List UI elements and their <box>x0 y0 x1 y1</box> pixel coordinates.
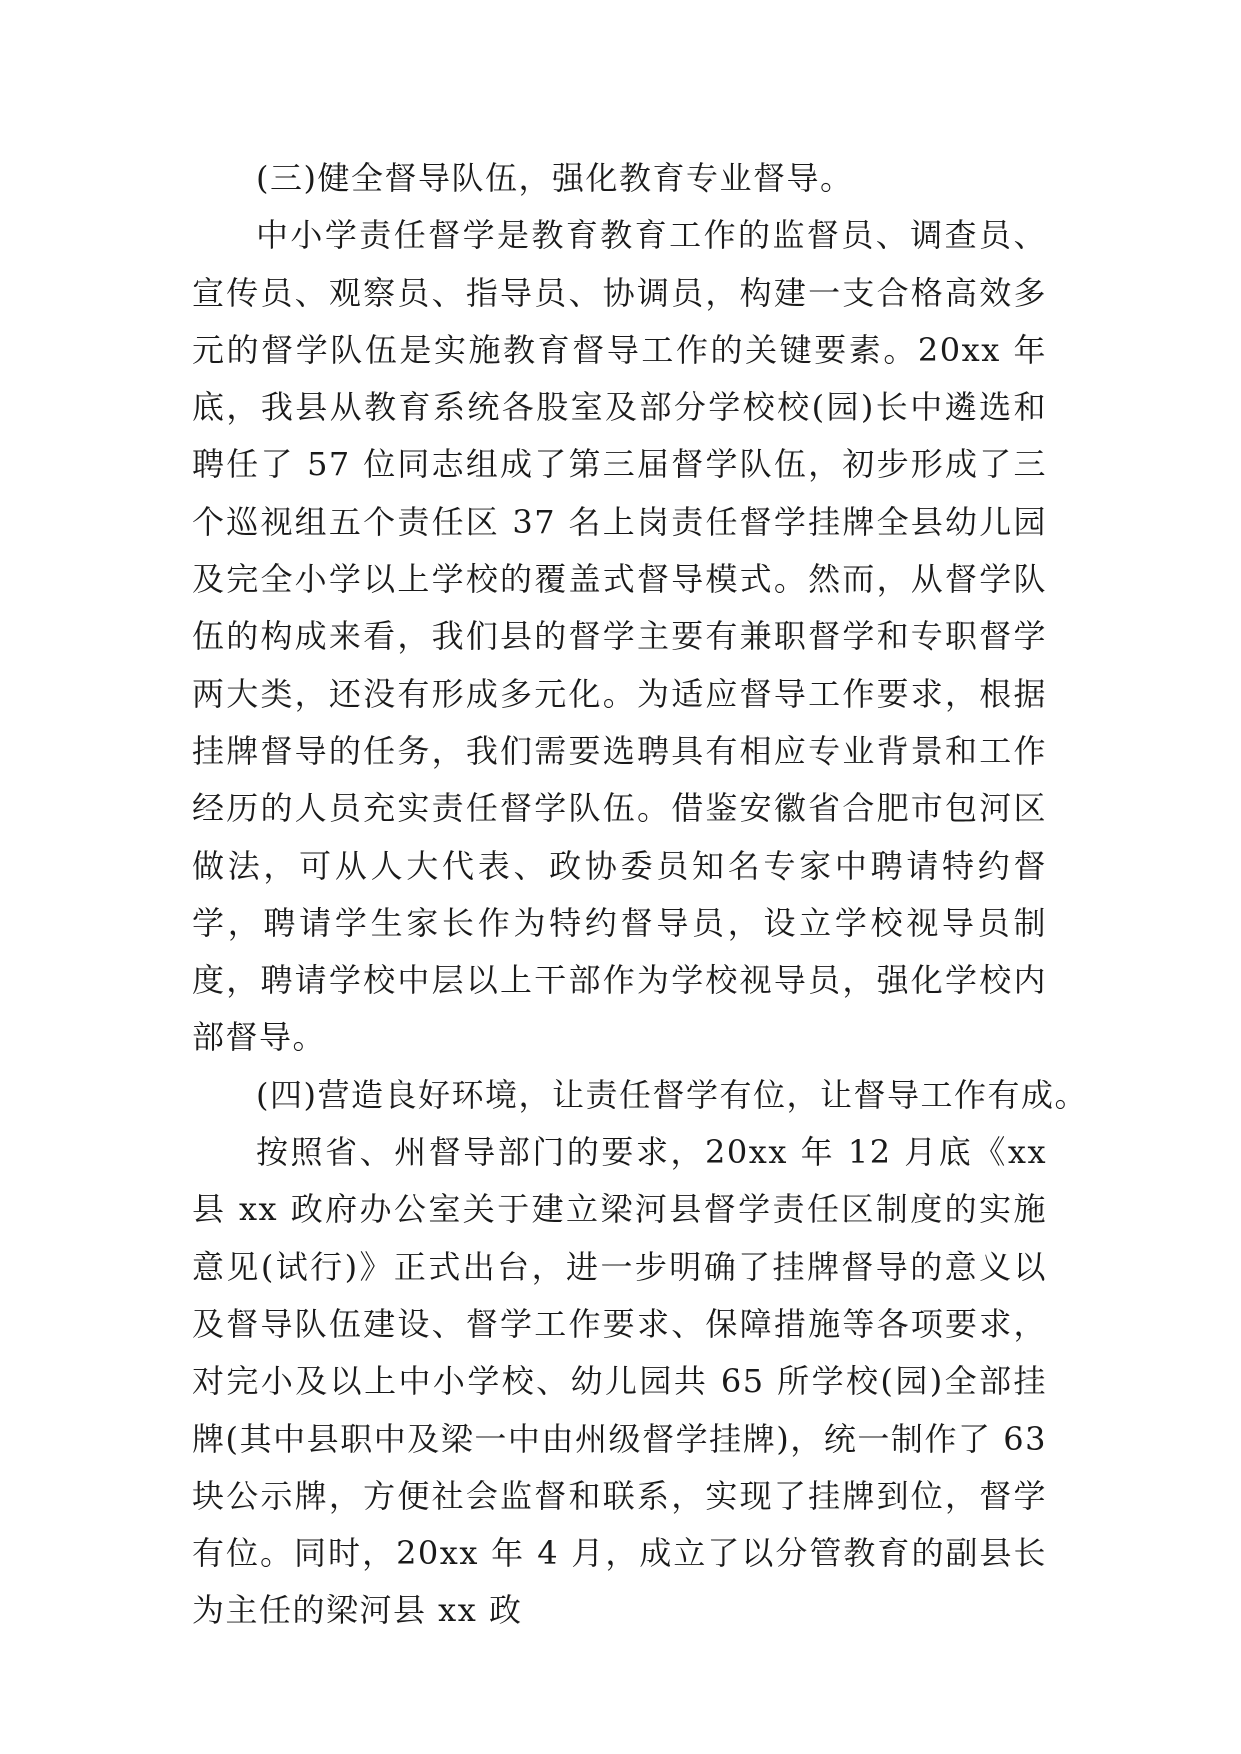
section-3-paragraph: 中小学责任督学是教育教育工作的监督员、调查员、宣传员、观察员、指导员、协调员，构建一支合格高效多元的督学队伍是实施教育督导工作的关键要素。20xx 年底，我县从教育系统各股室及部分学校校(园)长中遴选和聘任了 57 位同志组成了第三届督学队伍，初步形成了三个巡视组五个责任区 37 名上岗责任督学挂牌全县幼儿园及完全小学以上学校的覆盖式督导模式。然而，从督学队伍的构成来看，我们县的督学主要有兼职督学和专职督学两大类，还没有形成多元化。为适应督导工作要求，根据挂牌督导的任务，我们需要选聘具有相应专业背景和工作经历的人员充实责任督学队伍。借鉴安徽省合肥市包河区做法，可从人大代表、政协委员知名专家中聘请特约督学，聘请学生家长作为特约督导员，设立学校视导员制度，聘请学校中层以上干部作为学校视导员，强化学校内部督导。 <box>192 216 1047 1057</box>
section-3-heading: (三)健全督导队伍，强化教育专业督导。 <box>256 159 854 197</box>
section-4-paragraph: 按照省、州督导部门的要求，20xx 年 12 月底《xx 县 xx 政府办公室关于建立梁河县督学责任区制度的实施意见(试行)》正式出台，进一步明确了挂牌督导的意义以及督导队伍建设、督学工作要求、保障措施等各项要求，对完小及以上中小学校、幼儿园共 65 所学校(园)全部挂牌(其中县职中及梁一中由州级督学挂牌)，统一制作了 63 块公示牌，方便社会监督和联系，实现了挂牌到位，督学有位。同时，20xx 年 4 月，成立了以分管教育的副县长为主任的梁河县 xx 政 <box>192 1133 1047 1630</box>
section-4-heading: (四)营造良好环境，让责任督学有位，让督导工作有成。 <box>256 1075 1088 1114</box>
document-body <box>192 150 1088 1640</box>
